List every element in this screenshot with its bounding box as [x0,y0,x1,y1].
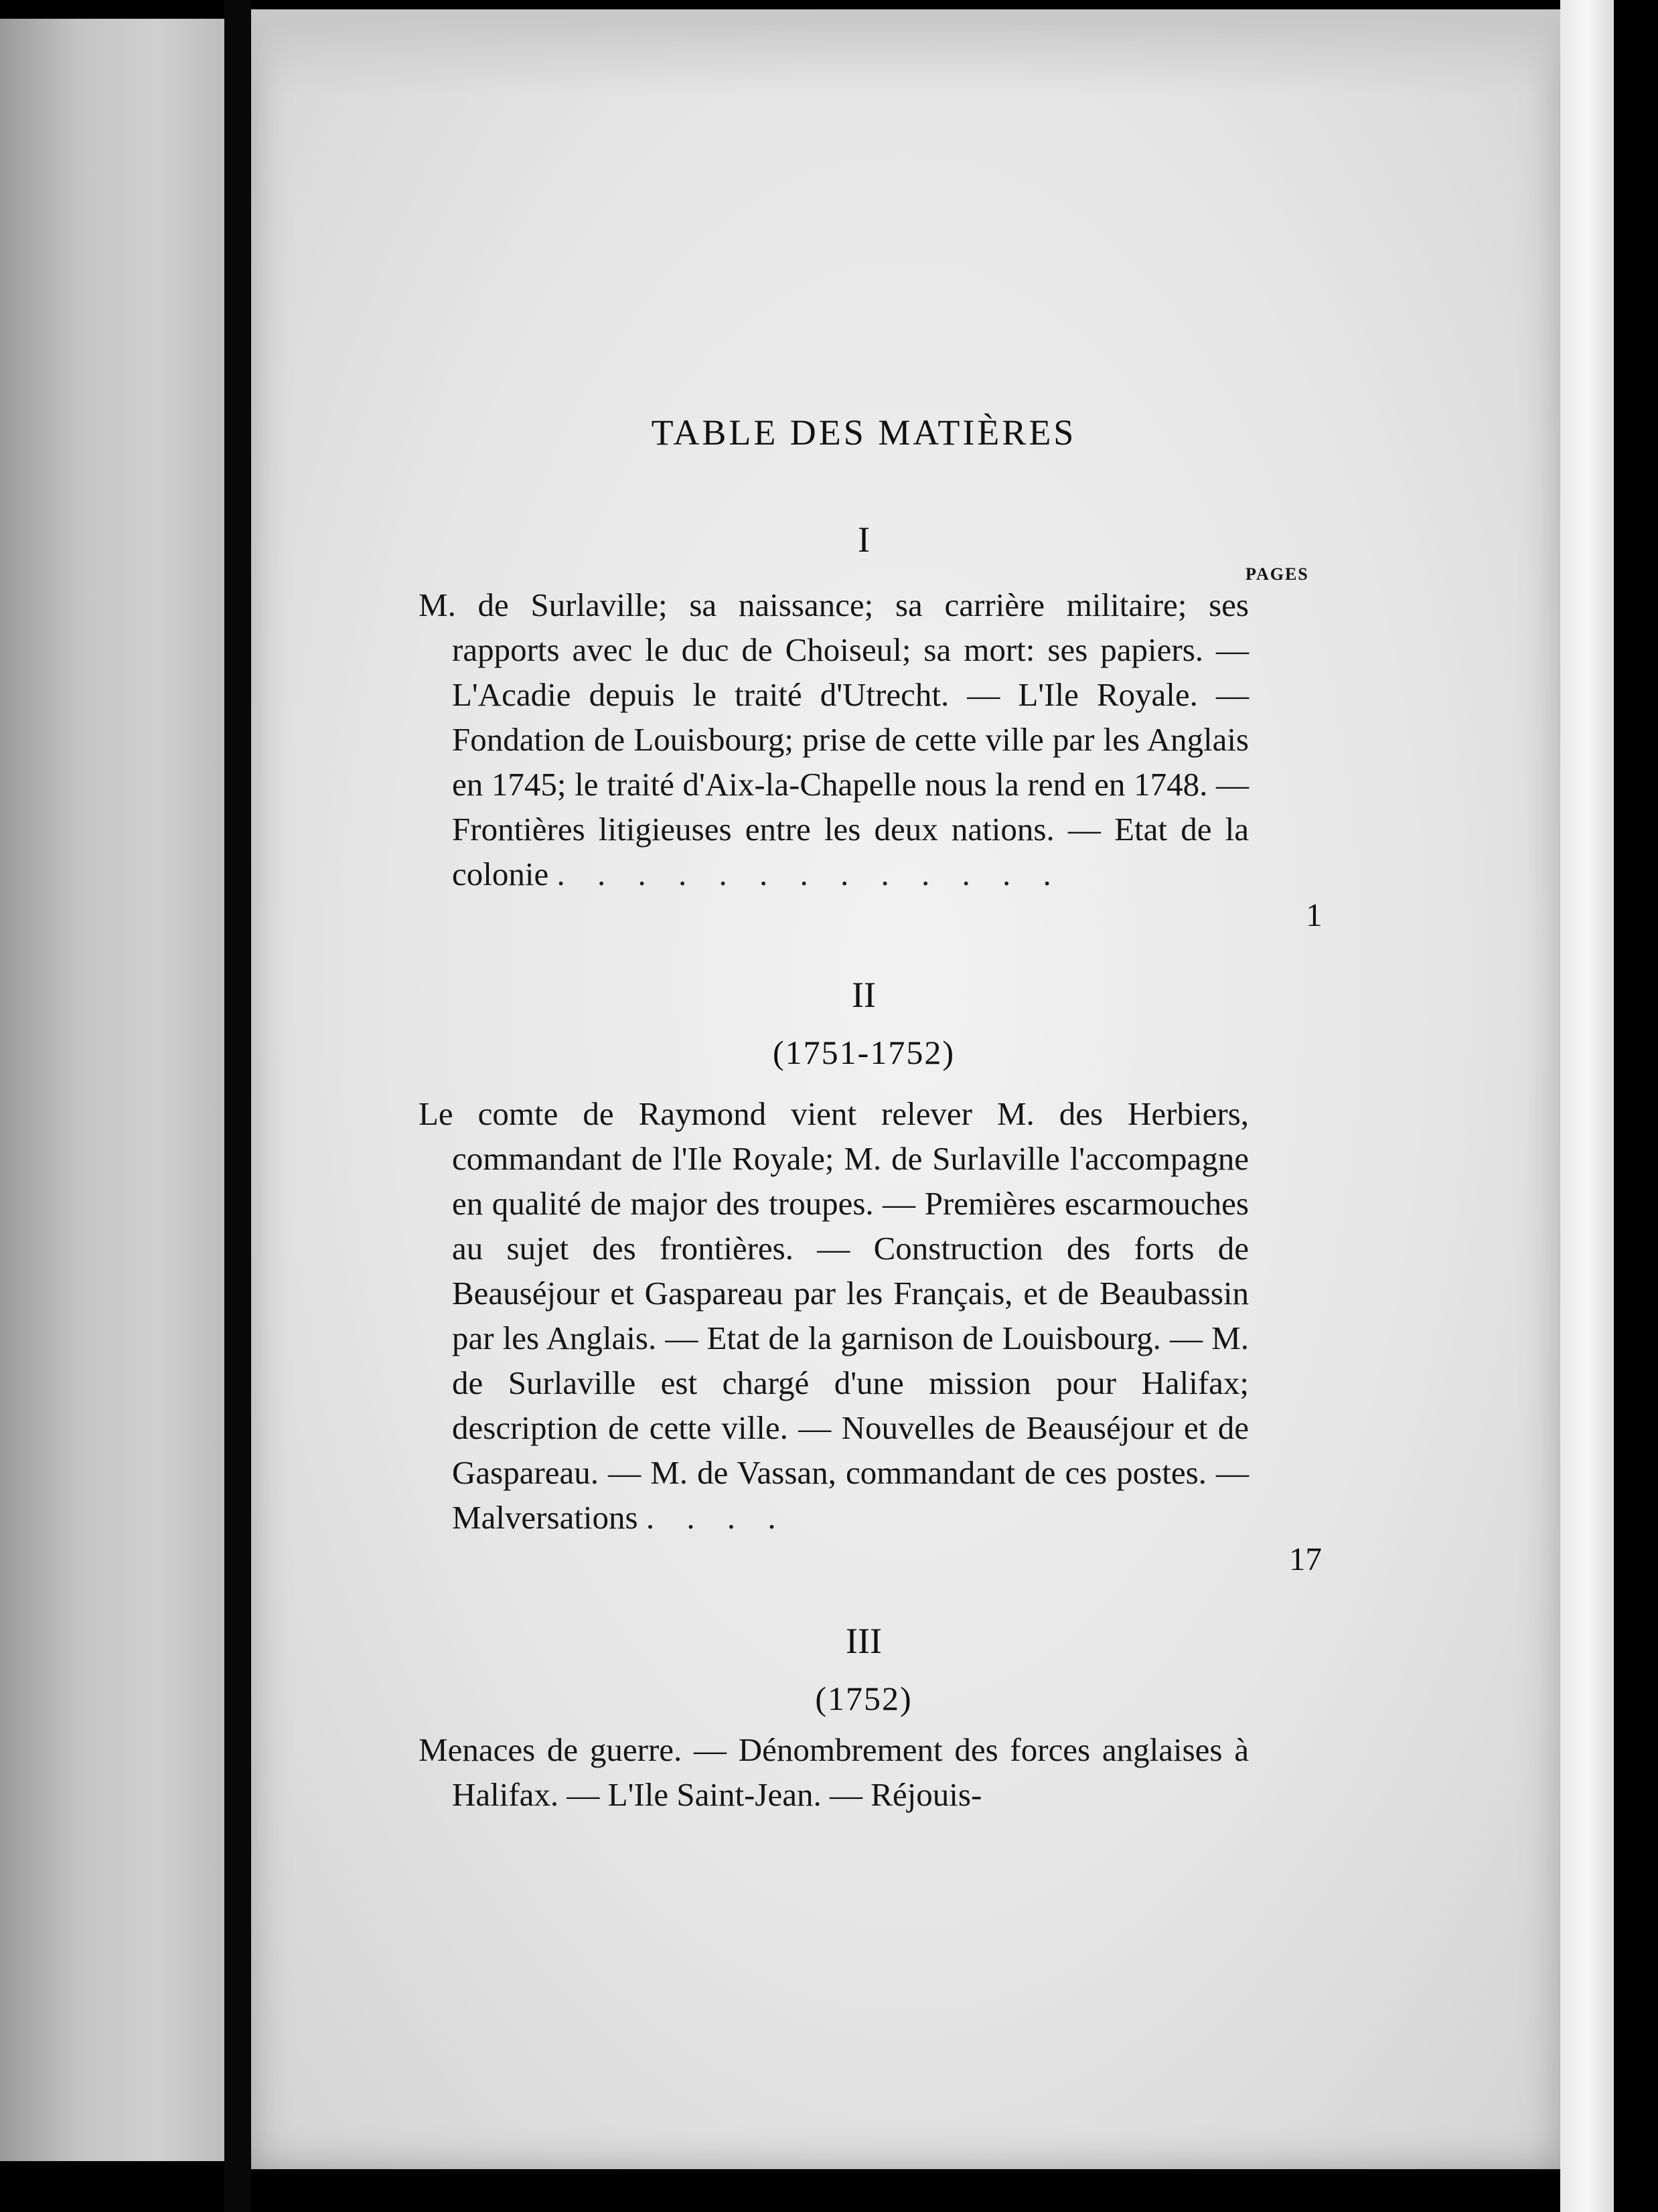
toc-entry-text: M. de Surlaville; sa naissance; sa carrière militaire; ses rapports avec le duc de Choiseul; sa mort: ses papiers. — L'Acadie depuis le traité d'Utrecht. — L'Ile Royale. — Fondation de Louisbourg; prise de cette ville par les Anglais en 1745; le traité d'Aix-la-Chapelle nous la rend en 1748. — Frontières litigieuses entre les deux nations. — Etat de la colonie [419,586,1249,892]
toc-entry-2 [419,1091,1249,1540]
toc-entry-3 [419,1727,1249,1817]
section-numeral-2: II [852,975,876,1015]
toc-entry-text: Menaces de guerre. — Dénombrement des forces anglaises à Halifax. — L'Ile Saint-Jean. — Réjouis- [419,1731,1249,1813]
book-gutter [224,0,251,2212]
dot-leader: . . . . [646,1499,788,1536]
toc-page-number-1: 1 [1306,896,1323,933]
scan-border-right [1614,0,1658,2212]
toc-entry-text: Le comte de Raymond vient relever M. des Herbiers, commandant de l'Ile Royale; M. de Surlaville l'accompagne en qualité de major des troupes. — Premières escarmouches au sujet des frontières. — Construction des forts de Beauséjour et Gaspareau par les Français, et de Beaubassin par les Anglais. — Etat de la garnison de Louisbourg. — M. de Surlaville est chargé d'une mission pour Halifax; description de cette ville. — Nouvelles de Beauséjour et de Gaspareau. — M. de Vassan, commandant de ces postes. — Malversations [419,1095,1249,1536]
page-fore-edge [1560,0,1614,2212]
toc-entry-1 [419,582,1249,896]
section-numeral-3: III [846,1621,882,1661]
page-title: TABLE DES MATIÈRES [651,412,1077,453]
page-shading [251,9,1560,96]
toc-page-number-2: 17 [1289,1540,1322,1577]
section-years-3: (1752) [815,1680,913,1717]
section-years-2: (1751-1752) [773,1034,955,1071]
pages-column-label: PAGES [1246,564,1309,584]
dot-leader: . . . . . . . . . . . . . [556,856,1063,892]
section-numeral-1: I [858,520,870,560]
page [251,9,1560,2169]
facing-page-edge [0,19,224,2161]
